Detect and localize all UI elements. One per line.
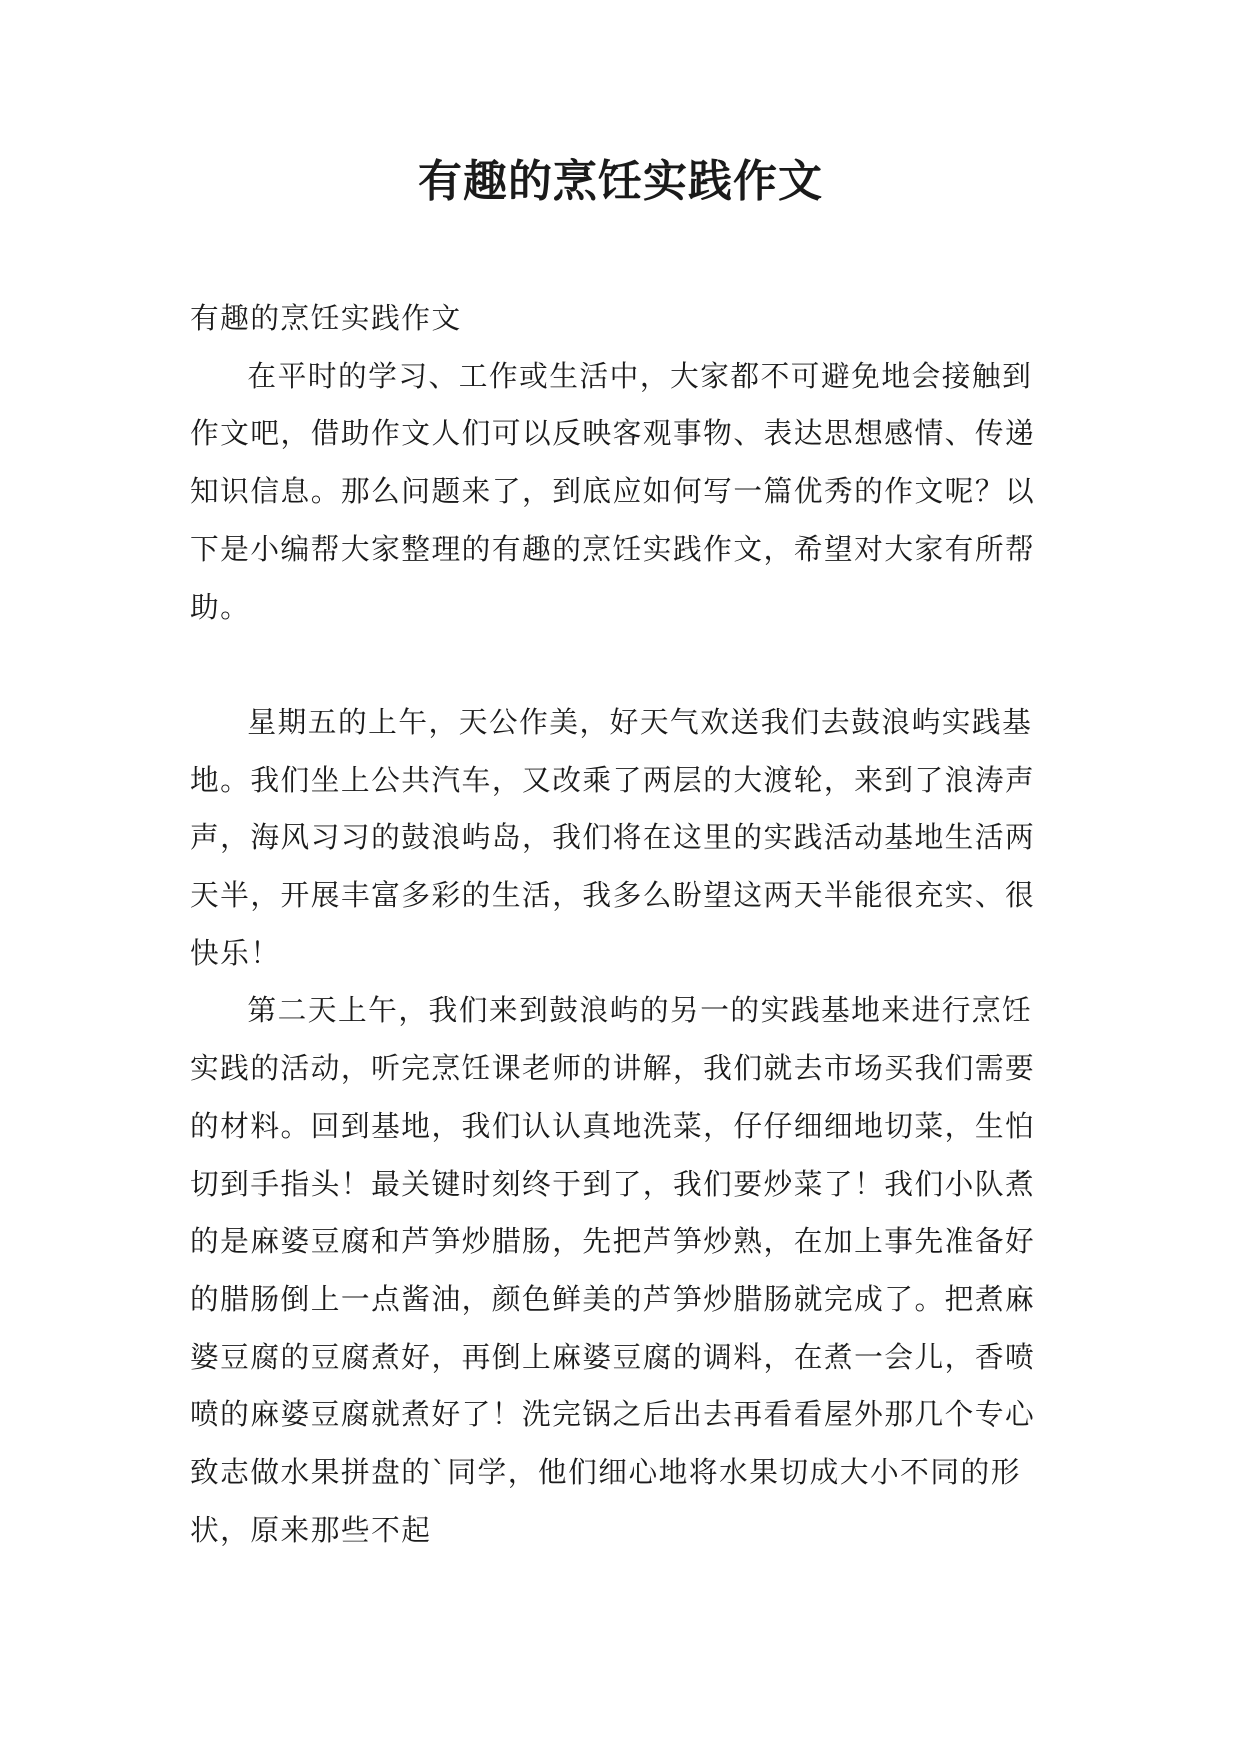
body-paragraph-2: 第二天上午，我们来到鼓浪屿的另一的实践基地来进行烹饪实践的活动，听完烹饪课老师的讲解，我们就去市场买我们需要的材料。回到基地，我们认认真地洗菜，仔仔细细地切菜，生怕切到手指头！最关键时刻终于到了，我们要炒菜了！我们小队煮的是麻婆豆腐和芦笋炒腊肠，先把芦笋炒熟，在加上事先准备好的腊肠倒上一点酱油，颜色鲜美的芦笋炒腊肠就完成了。把煮麻婆豆腐的豆腐煮好，再倒上麻婆豆腐的调料，在煮一会儿，香喷喷的麻婆豆腐就煮好了！洗完锅之后出去再看看屋外那几个专心致志做水果拼盘的`同学，他们细心地将水果切成大小不同的形状，原来那些不起 (190, 993, 1036, 1547)
paragraph-spacer (190, 636, 1052, 694)
body-paragraph-1: 星期五的上午，天公作美，好天气欢送我们去鼓浪屿实践基地。我们坐上公共汽车，又改乘了两层的大渡轮，来到了浪涛声声，海风习习的鼓浪屿岛，我们将在这里的实践活动基地生活两天半，开展丰富多彩的生活，我多么盼望这两天半能很充实、很快乐！ (190, 704, 1036, 970)
article-heading-line: 有趣的烹饪实践作文 (190, 301, 462, 335)
document-body (190, 290, 1052, 1559)
intro-paragraph: 在平时的学习、工作或生活中，大家都不可避免地会接触到作文吧，借助作文人们可以反映客观事物、表达思想感情、传递知识信息。那么问题来了，到底应如何写一篇优秀的作文呢？以下是小编帮大家整理的有趣的烹饪实践作文，希望对大家有所帮助。 (190, 358, 1036, 624)
document-title: 有趣的烹饪实践作文 (418, 156, 823, 207)
